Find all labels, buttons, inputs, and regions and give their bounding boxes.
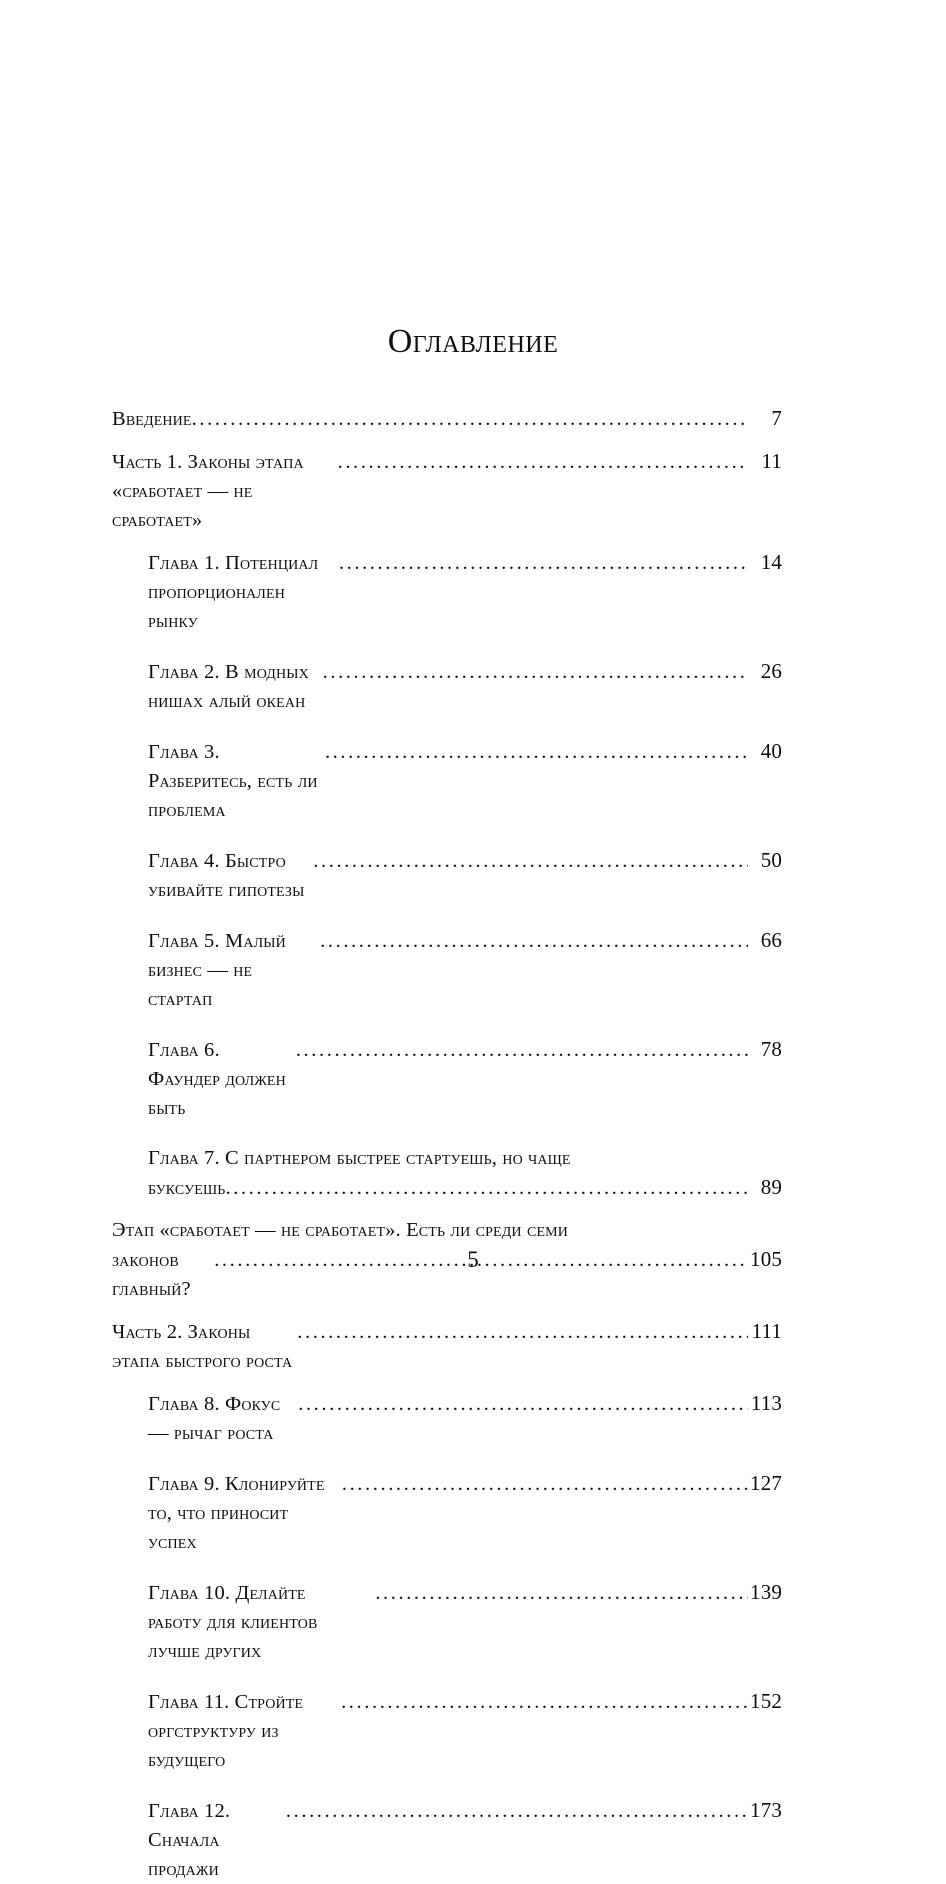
toc-entry[interactable] xyxy=(112,737,782,825)
toc-entry[interactable] xyxy=(112,1389,782,1448)
dot-leader xyxy=(323,658,748,679)
toc-entry-page-number: 152 xyxy=(750,1689,782,1713)
toc-entry-page-number: 11 xyxy=(761,449,782,473)
toc-entry-row xyxy=(148,1578,782,1666)
toc-entry-row xyxy=(148,926,782,1014)
dot-leader xyxy=(342,1470,748,1491)
toc-entry-page-number: 14 xyxy=(760,550,782,574)
toc-entry-row xyxy=(112,447,782,535)
toc-entry-page-number: 127 xyxy=(750,1471,782,1495)
toc-entry-page-number: 105 xyxy=(750,1247,782,1271)
toc-entry[interactable] xyxy=(112,1796,782,1884)
toc-entry-page-number: 40 xyxy=(760,739,782,763)
toc-entry-title: законов главный? xyxy=(112,1249,191,1300)
toc-entry-page-number: 89 xyxy=(760,1175,782,1199)
toc-entry[interactable] xyxy=(112,1469,782,1557)
toc-entry-page-number: 113 xyxy=(750,1391,782,1415)
toc-entry-line: Этап «сработает — не сработает». Есть ли среди семи xyxy=(112,1219,569,1241)
dot-leader xyxy=(296,1036,748,1057)
toc-entry[interactable] xyxy=(112,447,782,535)
toc-entry-title: буксуешь xyxy=(148,1177,226,1199)
toc-entry-title: Часть 2. Законы этапа быстрого роста xyxy=(112,1321,293,1372)
toc-entry-title: Часть 1. Законы этапа «сработает — не сработает» xyxy=(112,451,310,531)
toc-entry-row xyxy=(148,657,782,716)
toc-entry-row xyxy=(148,1035,782,1123)
dot-leader xyxy=(192,405,748,426)
dot-leader xyxy=(298,1390,748,1411)
toc-entry-title: Глава 2. В модных нишах алый океан xyxy=(148,661,315,712)
toc-entry-title: Глава 1. Потенциал пропорционален рынку xyxy=(148,552,324,632)
dot-leader xyxy=(313,847,748,868)
toc-entry-row xyxy=(148,1796,782,1884)
toc-entry[interactable] xyxy=(112,1578,782,1666)
toc-entry[interactable] xyxy=(112,1144,782,1203)
toc-entry-page-number: 78 xyxy=(760,1037,782,1061)
toc-entry-line: Глава 7. С партнером быстрее стартуешь, но чаще xyxy=(148,1147,571,1169)
toc-entry-row xyxy=(148,1389,782,1448)
toc-entry-page-number: 173 xyxy=(750,1798,782,1822)
toc-entry-title: Глава 4. Быстро убивайте гипотезы xyxy=(148,850,305,901)
toc-entry[interactable] xyxy=(112,657,782,716)
dot-leader xyxy=(286,1797,748,1818)
dot-leader xyxy=(297,1318,748,1339)
dot-leader xyxy=(338,448,748,469)
toc-entry-row xyxy=(148,1469,782,1557)
toc-entry-title: Глава 8. Фокус — рычаг роста xyxy=(148,1393,286,1444)
dot-leader xyxy=(325,738,748,759)
dot-leader xyxy=(225,1174,748,1195)
dot-leader xyxy=(341,1688,748,1709)
toc-entry[interactable] xyxy=(112,548,782,636)
toc-entry[interactable] xyxy=(112,926,782,1014)
dot-leader xyxy=(375,1579,748,1600)
toc-entry-title: Глава 6. Фаундер должен быть xyxy=(148,1039,292,1119)
toc-entry-page-number: 26 xyxy=(760,659,782,683)
toc-entry-row xyxy=(112,1317,782,1376)
toc-entry-title: Глава 10. Делайте работу для клиентов лучше других xyxy=(148,1582,323,1662)
toc-entry[interactable] xyxy=(112,846,782,905)
toc-entry-page-number: 139 xyxy=(750,1580,782,1604)
folio-page-number: 5 xyxy=(467,1247,479,1272)
toc-entry[interactable] xyxy=(112,1035,782,1123)
dot-leader xyxy=(320,927,748,948)
toc-entry-row xyxy=(148,737,782,825)
toc-entry-title: Глава 12. Сначала продажи xyxy=(148,1800,236,1880)
table-of-contents xyxy=(112,404,782,1884)
toc-entry-title: Введение xyxy=(112,408,192,430)
dot-leader xyxy=(339,549,748,570)
toc-entry-row xyxy=(112,404,782,434)
toc-entry[interactable] xyxy=(112,1687,782,1775)
page-title: Оглавление xyxy=(387,323,559,360)
toc-entry-title: Глава 9. Клонируйте то, что приносит успех xyxy=(148,1473,330,1553)
toc-entry-row xyxy=(148,846,782,905)
toc-entry-page-number: 66 xyxy=(760,928,782,952)
toc-entry-row xyxy=(148,548,782,636)
toc-entry-title: Глава 3. Разберитесь, есть ли проблема xyxy=(148,741,323,821)
toc-entry-page-number: 111 xyxy=(751,1319,782,1343)
toc-entry-title: Глава 11. Стройте оргструктуру из будущего xyxy=(148,1691,309,1771)
toc-entry-row xyxy=(148,1687,782,1775)
toc-entry-page-number: 50 xyxy=(760,848,782,872)
toc-entry[interactable] xyxy=(112,1317,782,1376)
toc-entry-title: Глава 5. Малый бизнес — не стартап xyxy=(148,930,292,1010)
toc-entry[interactable] xyxy=(112,404,782,434)
toc-entry-row xyxy=(148,1173,782,1203)
toc-entry-page-number: 7 xyxy=(771,406,782,430)
